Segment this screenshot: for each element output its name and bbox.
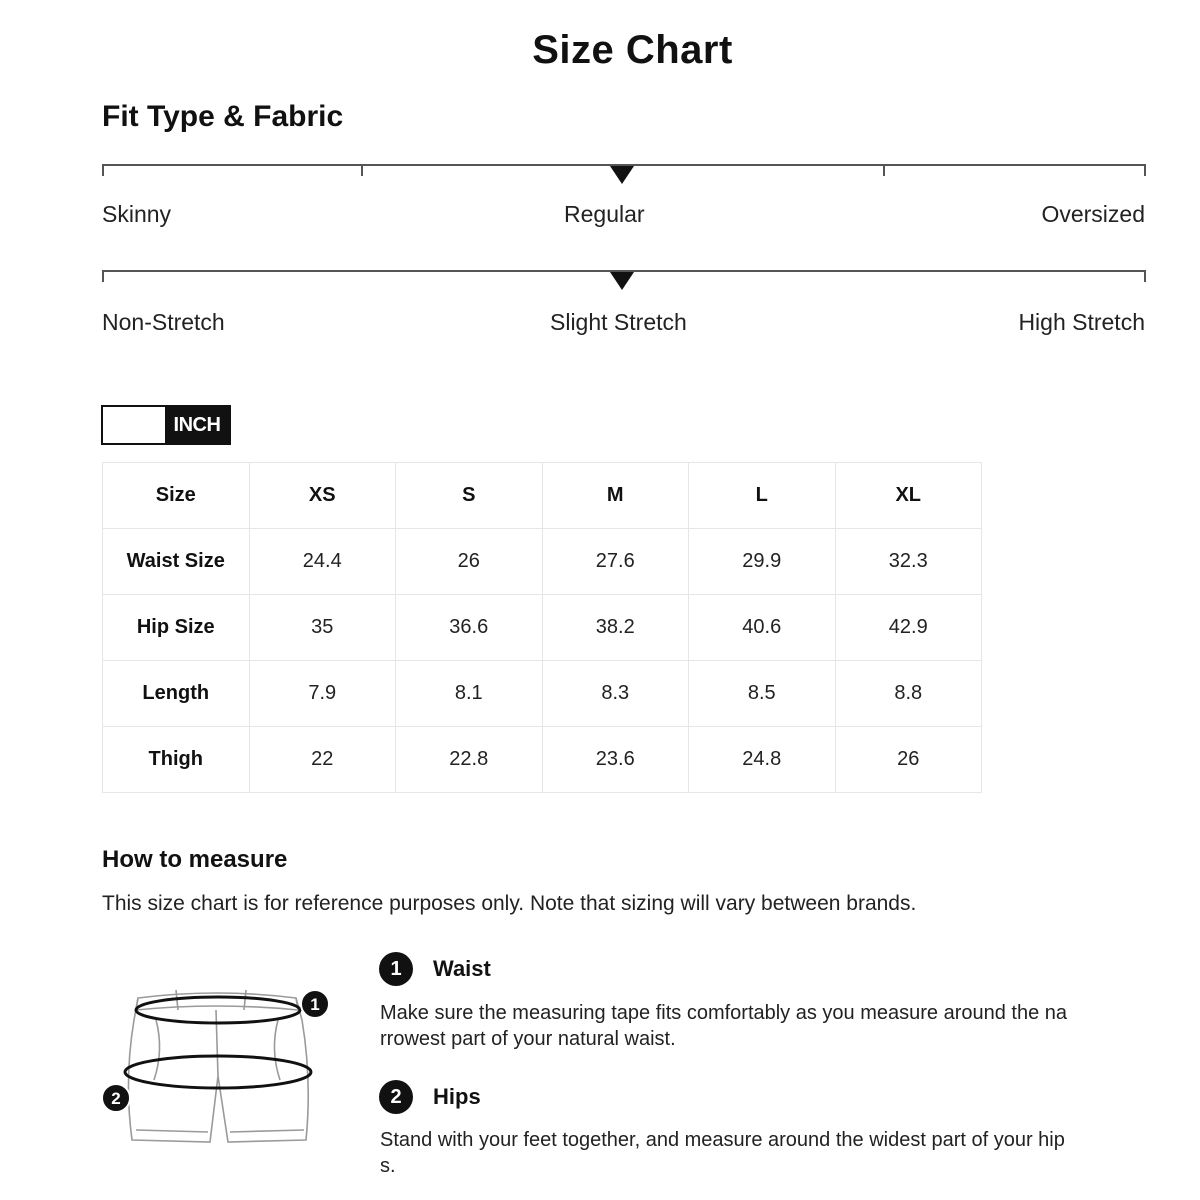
stretch-label-high: High Stretch <box>1018 309 1145 335</box>
table-cell: 8.1 <box>396 661 543 727</box>
table-cell: 36.6 <box>396 595 543 661</box>
stretch-selected-marker-icon <box>610 272 634 290</box>
step-title-hips: Hips <box>433 1084 481 1109</box>
table-row <box>103 727 982 793</box>
stretch-scale <box>102 270 1146 284</box>
table-header-cell: Size <box>103 463 250 529</box>
fit-selected-marker-icon <box>610 166 634 184</box>
step-text-hips: Stand with your feet together, and measure around the widest part of your hips. <box>380 1129 1065 1177</box>
page-title: Size Chart <box>532 28 733 72</box>
hips-marker-number: 2 <box>111 1089 121 1108</box>
table-cell: 8.5 <box>689 661 836 727</box>
scale-tick <box>1144 270 1146 282</box>
table-header-cell: XL <box>835 463 982 529</box>
unit-option-empty[interactable] <box>103 407 165 443</box>
how-to-measure-note: This size chart is for reference purposes only. Note that sizing will vary between brands. <box>102 892 917 915</box>
table-row-label: Hip Size <box>103 595 250 661</box>
table-cell: 27.6 <box>542 529 689 595</box>
table-cell: 23.6 <box>542 727 689 793</box>
fit-type-scale <box>102 164 1146 178</box>
table-header-cell: L <box>689 463 836 529</box>
stretch-label-non: Non-Stretch <box>102 309 225 335</box>
scale-tick <box>102 270 104 282</box>
waist-marker-number: 1 <box>310 995 320 1014</box>
how-to-measure-title: How to measure <box>102 846 288 873</box>
table-cell: 8.8 <box>835 661 982 727</box>
scale-tick <box>361 164 363 176</box>
fit-label-regular: Regular <box>564 201 645 227</box>
unit-toggle[interactable] <box>101 405 231 445</box>
table-row-label: Waist Size <box>103 529 250 595</box>
scale-tick <box>883 164 885 176</box>
table-header-cell: XS <box>249 463 396 529</box>
table-header-cell: M <box>542 463 689 529</box>
table-row <box>103 661 982 727</box>
scale-tick <box>1144 164 1146 176</box>
table-cell: 35 <box>249 595 396 661</box>
table-header-row <box>103 463 982 529</box>
table-row-label: Length <box>103 661 250 727</box>
step-number-hips: 2 <box>379 1080 413 1114</box>
table-cell: 7.9 <box>249 661 396 727</box>
step-number-waist: 1 <box>379 952 413 986</box>
scale-tick <box>102 164 104 176</box>
table-row <box>103 529 982 595</box>
stretch-label-slight: Slight Stretch <box>550 309 687 335</box>
table-cell: 24.8 <box>689 727 836 793</box>
table-cell: 24.4 <box>249 529 396 595</box>
table-cell: 29.9 <box>689 529 836 595</box>
table-cell: 22.8 <box>396 727 543 793</box>
table-header-cell: S <box>396 463 543 529</box>
table-row <box>103 595 982 661</box>
shorts-diagram-icon <box>96 980 346 1150</box>
fit-section-title: Fit Type & Fabric <box>102 100 344 133</box>
step-title-waist: Waist <box>433 956 491 981</box>
table-row-label: Thigh <box>103 727 250 793</box>
unit-option-inch[interactable]: INCH <box>165 407 229 443</box>
table-cell: 8.3 <box>542 661 689 727</box>
fit-label-oversized: Oversized <box>1041 201 1145 227</box>
table-cell: 26 <box>835 727 982 793</box>
table-cell: 26 <box>396 529 543 595</box>
table-cell: 40.6 <box>689 595 836 661</box>
table-cell: 42.9 <box>835 595 982 661</box>
size-table <box>102 462 982 793</box>
fit-label-skinny: Skinny <box>102 201 172 227</box>
table-cell: 22 <box>249 727 396 793</box>
table-cell: 38.2 <box>542 595 689 661</box>
table-cell: 32.3 <box>835 529 982 595</box>
step-text-waist: Make sure the measuring tape fits comfortably as you measure around the narrowest part of your natural waist. <box>380 1002 1068 1050</box>
